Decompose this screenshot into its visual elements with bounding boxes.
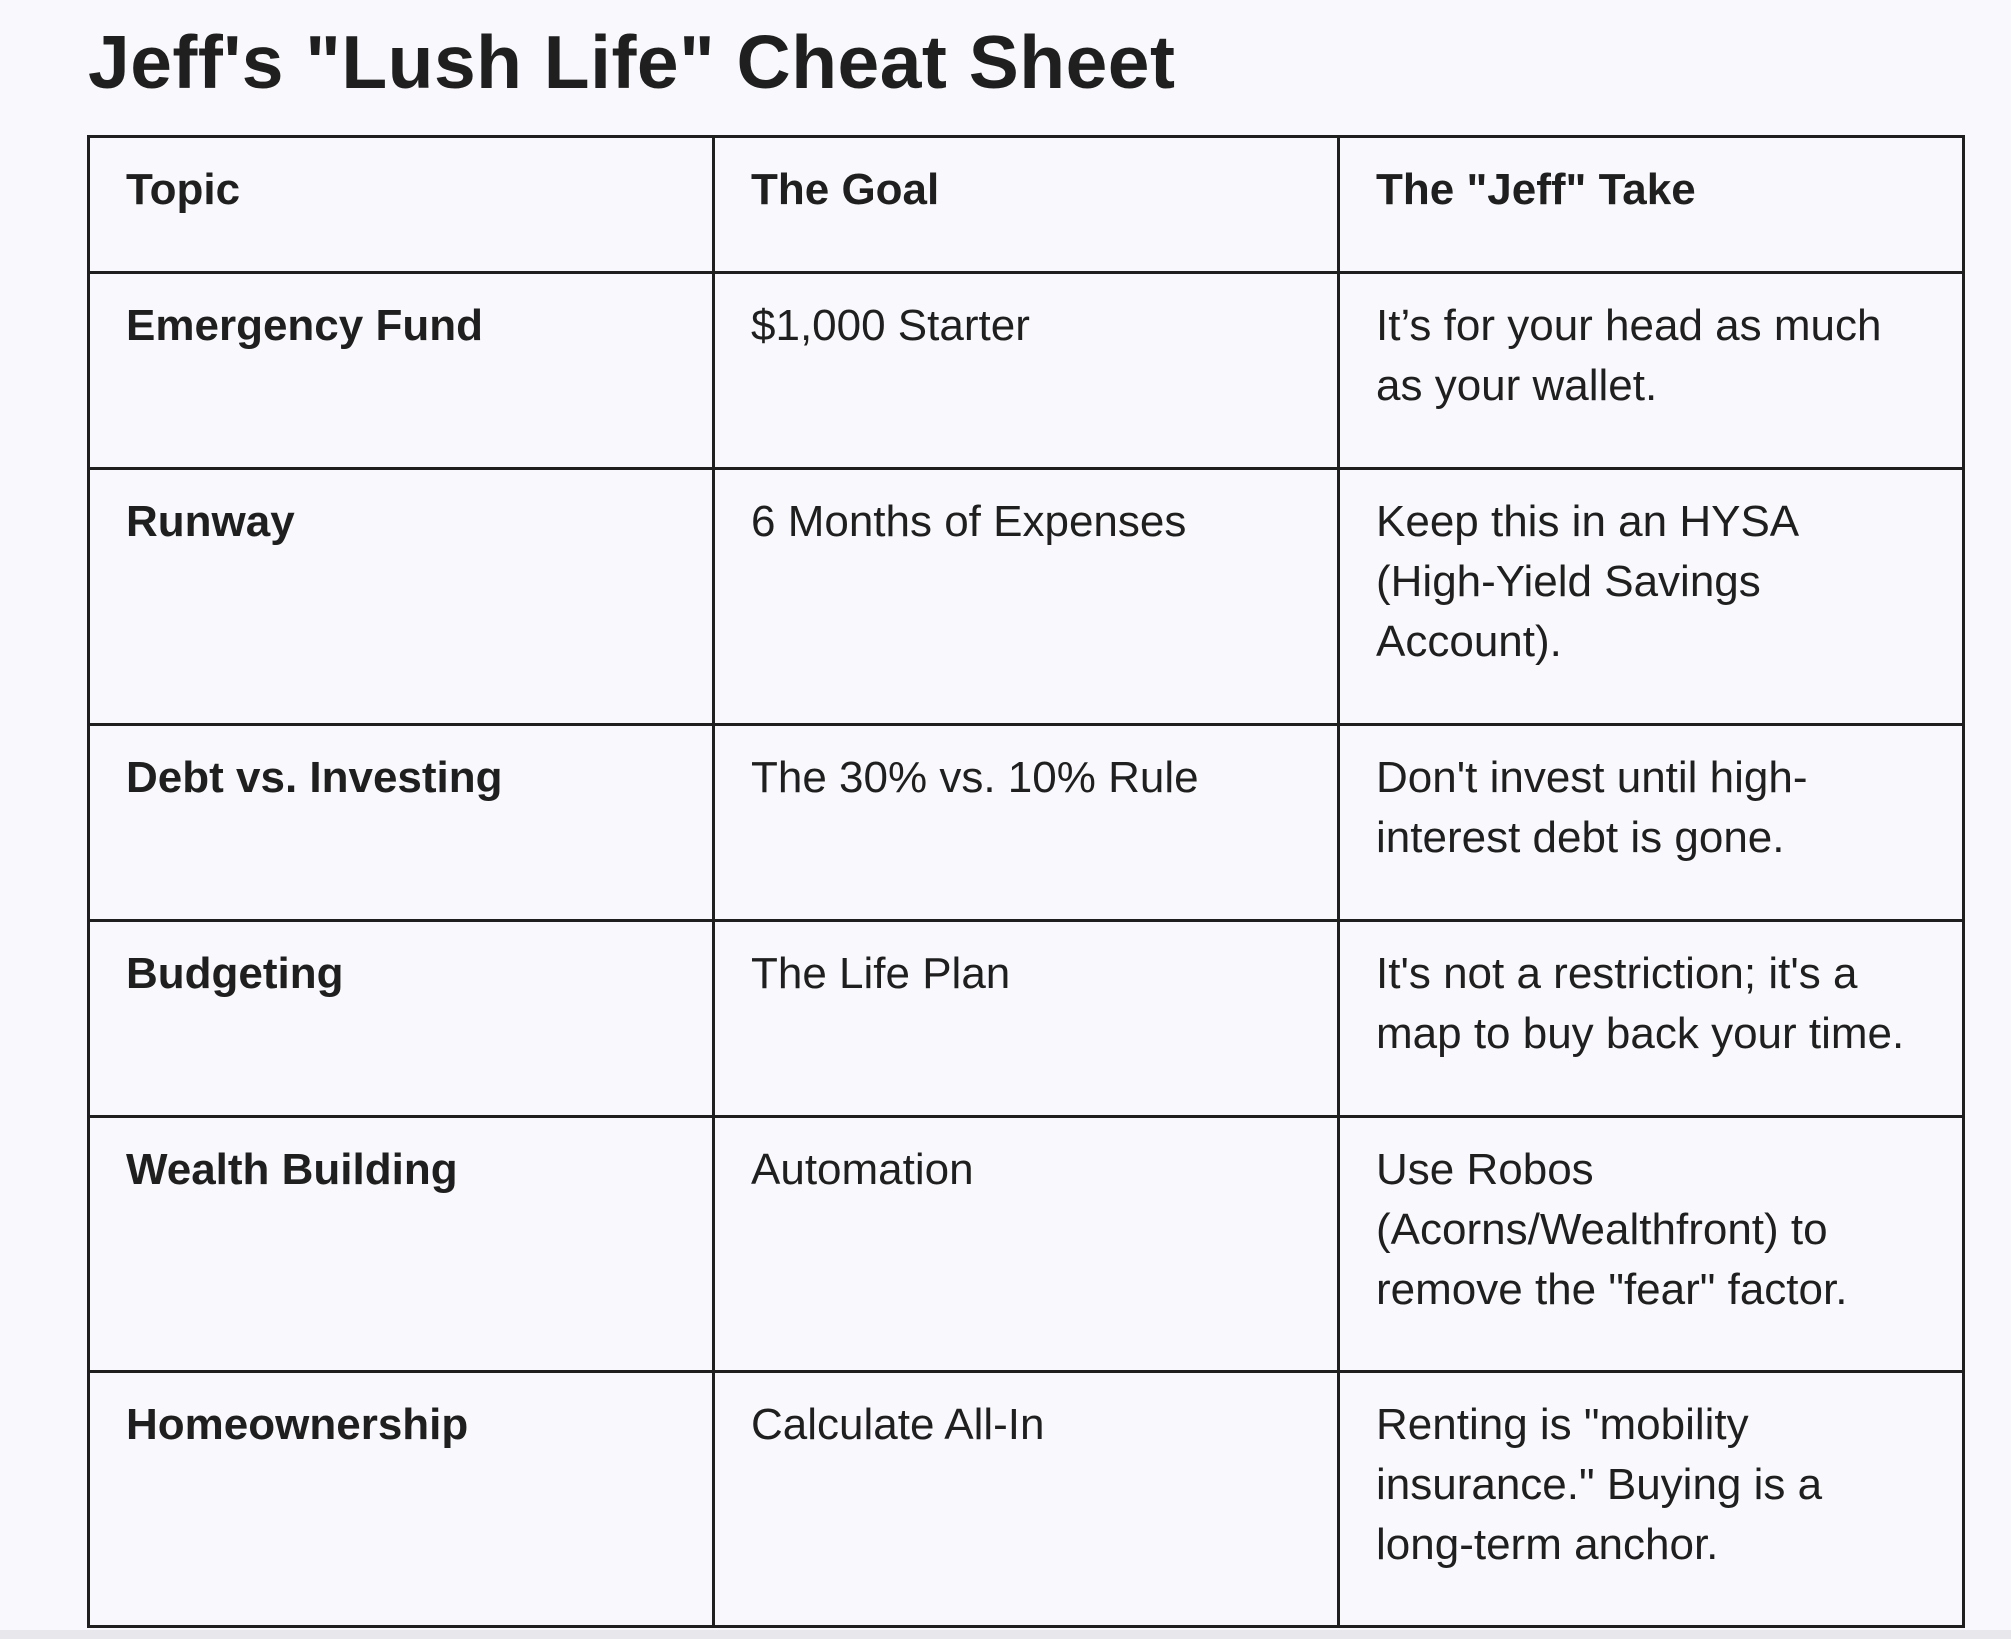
header-take: The "Jeff" Take <box>1339 137 1964 273</box>
goal-cell: Automation <box>714 1117 1339 1372</box>
take-cell: Keep this in an HYSA (High-Yield Savings Account). <box>1339 469 1964 725</box>
table-row <box>89 1117 1964 1372</box>
topic-cell: Wealth Building <box>89 1117 714 1372</box>
topic-cell: Budgeting <box>89 921 714 1117</box>
table-row <box>89 1372 1964 1627</box>
topic-cell: Homeownership <box>89 1372 714 1627</box>
table-row <box>89 921 1964 1117</box>
header-goal: The Goal <box>714 137 1339 273</box>
goal-cell: $1,000 Starter <box>714 273 1339 469</box>
topic-cell: Emergency Fund <box>89 273 714 469</box>
header-topic: Topic <box>89 137 714 273</box>
take-cell: It’s for your head as much as your wallet. <box>1339 273 1964 469</box>
goal-cell: 6 Months of Expenses <box>714 469 1339 725</box>
goal-cell: The Life Plan <box>714 921 1339 1117</box>
cheat-sheet-table <box>87 135 1965 1628</box>
take-cell: Use Robos (Acorns/Wealthfront) to remove the "fear" factor. <box>1339 1117 1964 1372</box>
table-row <box>89 273 1964 469</box>
table-row <box>89 725 1964 921</box>
topic-cell: Runway <box>89 469 714 725</box>
take-cell: It's not a restriction; it's a map to buy back your time. <box>1339 921 1964 1117</box>
table-row <box>89 469 1964 725</box>
goal-cell: The 30% vs. 10% Rule <box>714 725 1339 921</box>
goal-cell: Calculate All-In <box>714 1372 1339 1627</box>
topic-cell: Debt vs. Investing <box>89 725 714 921</box>
take-cell: Don't invest until high-interest debt is gone. <box>1339 725 1964 921</box>
bottom-edge <box>0 1630 2011 1639</box>
page-title: Jeff's "Lush Life" Cheat Sheet <box>88 20 1176 104</box>
table-header-row <box>89 137 1964 273</box>
take-cell: Renting is "mobility insurance." Buying is a long-term anchor. <box>1339 1372 1964 1627</box>
